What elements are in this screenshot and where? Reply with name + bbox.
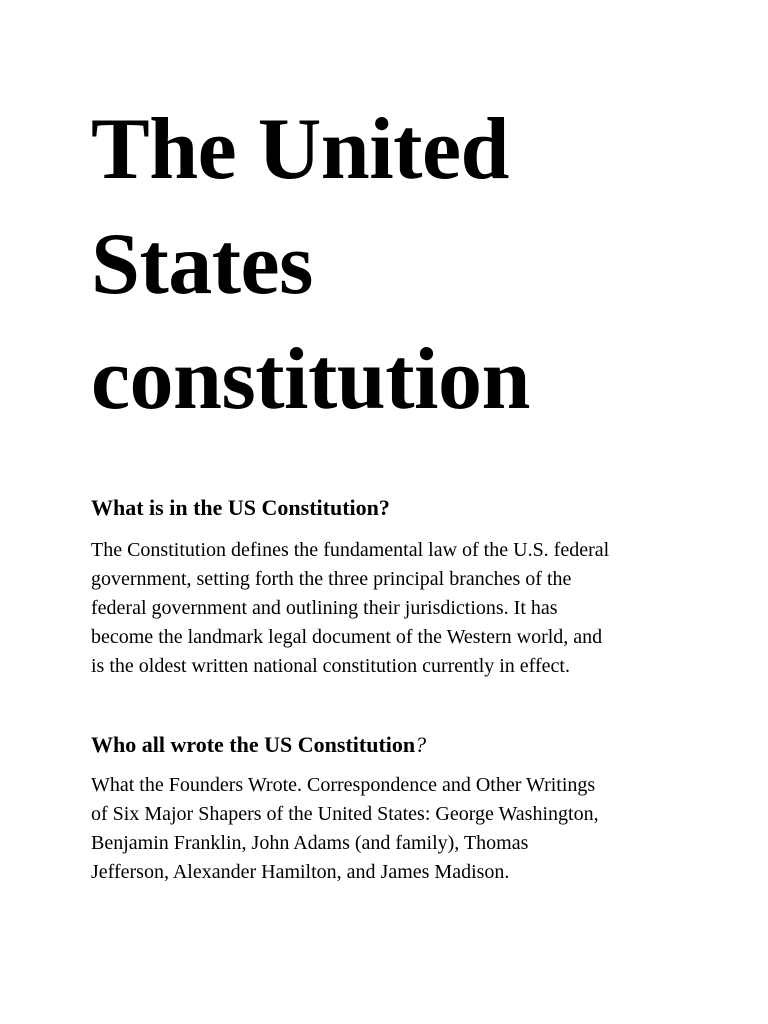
question-mark: ? xyxy=(415,732,427,757)
body-line: is the oldest written national constitution currently in effect. xyxy=(91,655,570,677)
section-body-authors xyxy=(91,771,741,887)
section-heading-authors xyxy=(91,731,426,759)
body-line: Benjamin Franklin, John Adams (and family), Thomas xyxy=(91,832,529,854)
body-line: What the Founders Wrote. Correspondence and Other Writings xyxy=(91,774,596,796)
document-title xyxy=(91,92,731,437)
section-heading-contents: What is in the US Constitution? xyxy=(91,495,390,520)
title-line: States xyxy=(91,216,313,313)
body-line: federal government and outlining their jurisdictions. It has xyxy=(91,597,558,619)
heading-text: Who all wrote the US Constitution xyxy=(91,732,416,757)
body-line: government, setting forth the three principal branches of the xyxy=(91,568,572,590)
title-line: constitution xyxy=(91,331,530,428)
body-line: become the landmark legal document of the Western world, and xyxy=(91,626,603,648)
title-line: The United xyxy=(91,101,509,198)
body-line: The Constitution defines the fundamental law of the U.S. federal xyxy=(91,539,610,561)
body-line: Jefferson, Alexander Hamilton, and James Madison. xyxy=(91,861,510,883)
section-body-contents xyxy=(91,536,741,681)
body-line: of Six Major Shapers of the United States: George Washington, xyxy=(91,803,599,825)
